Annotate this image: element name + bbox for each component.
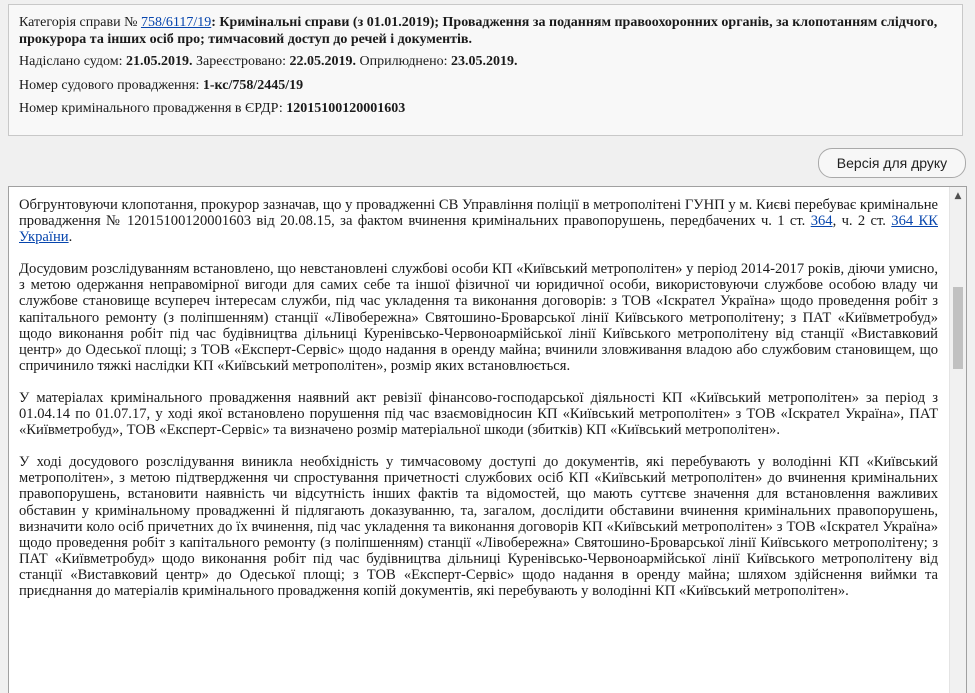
registered-label: Зареєстровано: — [192, 54, 290, 69]
vertical-scrollbar[interactable] — [949, 187, 966, 693]
paragraph-3: У матеріалах кримінального провадження наявний акт ревізії фінансово-господарської діяльності КП «Київський метрополітен» за період з 01.04.14 по 01.07.17, у ході якої встановлено порушення під час взаємовідносин КП «Київський метрополітен» з ТОВ «Іскрател Україна», ПАТ «Київметробуд», ТОВ «Експерт-Сервіс» та визначено розмір матеріальної шкоди (збитків) КП «Київський метрополітен». — [19, 389, 938, 439]
scroll-thumb[interactable] — [953, 287, 963, 369]
print-version-button[interactable]: Версія для друку — [818, 148, 966, 178]
paragraph-1 — [19, 197, 938, 245]
erdr-number: 12015100120001603 — [286, 101, 406, 116]
paragraph-1-mid: , ч. 2 ст. — [832, 213, 892, 230]
case-info-panel — [8, 4, 963, 136]
paragraph-2: Досудовим розслідуванням встановлено, що невстановлені службові особи КП «Київський метрополітен» у період 2014-2017 років, діючи умисно, з метою одержання неправомірної вигоди для самих себе та іншої фізичної чи юридичної особи, використовуючи службове особою владу чи службове становище всупереч інтересам служби, під час укладення та виконання договорів: з ТОВ «Іскрател Україна» щодо проведення робіт з капітального ремонту (з поліпшенням) станції «Лівобережна» Святошино-Броварської лінії Київського метрополітену; з ПАТ «Київметробуд» щодо виконання робіт під час будівництва дільниці Куренівсько-Червоноармійської лінії Київського метрополітену від станції «Виставковий центр» до Одеської площі; з ТОВ «Експерт-Сервіс» щодо надання в оренду майна; вчинили зловживання владою або службовим становищем, що спричинило тяжкі наслідки КП «Київський метрополітен», розмір яких встановлюється. — [19, 261, 938, 374]
criminal-code-link[interactable]: 364 КК України — [19, 213, 938, 246]
proceeding-label: Номер судового провадження: — [19, 78, 203, 93]
up-arrow-icon[interactable]: ▲ — [954, 191, 962, 201]
published-date: 23.05.2019. — [451, 54, 518, 69]
erdr-line — [19, 100, 952, 117]
category-label: Категорія справи № — [19, 15, 141, 30]
paragraph-4: У ході досудового розслідування виникла необхідність у тимчасовому доступі до документів, які перебувають у володінні КП «Київський метрополітен», з метою підтвердження чи спростування причетності службових осіб КП «Київський метрополітен» до вчинення кримінальних правопорушень, встановити наявність чи відсутність інших фактів та відомостей, що мають суттєве значення для встановлення важливих обставин у кримінальному провадженні й підлягають доказуванню, та, загалом, дослідити обставини вчинення кримінальних правопорушень, визначити коло осіб причетних до їх вчинення, під час укладення та виконання договорів КП «Київський метрополітен» з ТОВ «Іскрател Україна» щодо проведення робіт з капітального ремонту (з поліпшенням) станції «Лівобережна» Святошино-Броварської лінії Київського метрополітену; з ПАТ «Київметробуд» щодо виконання робіт під час будівництва дільниці Куренівсько-Червоноармійської лінії Київського метрополітену від станції «Виставковий центр» до Одеської площі; з ТОВ «Експерт-Сервіс» щодо надання в оренду майна; шляхом здійснення виймки та приєднання до матеріалів кримінального провадження копій документів, які перебувають у володінні КП «Київський метрополітен». — [19, 454, 938, 599]
category-value: : Кримінальні справи (з 01.01.2019); Провадження за поданням правоохоронних органів, за клопотанням слідчого, прокурора та інших осіб про; тимчасовий доступ до речей і документів. — [19, 15, 938, 47]
case-category-line — [19, 14, 952, 48]
dates-line — [19, 53, 952, 70]
article-364-link[interactable]: 364 — [810, 213, 833, 230]
registered-date: 22.05.2019. — [289, 54, 356, 69]
sent-label: Надіслано судом: — [19, 54, 126, 69]
paragraph-1-end: . — [68, 229, 73, 246]
document-text — [19, 197, 938, 615]
proceeding-number: 1-кс/758/2445/19 — [202, 78, 304, 93]
proceeding-line — [19, 77, 952, 94]
erdr-label: Номер кримінального провадження в ЄРДР: — [19, 101, 287, 116]
sent-date: 21.05.2019. — [126, 54, 193, 69]
document-frame[interactable] — [8, 186, 967, 693]
published-label: Оприлюднено: — [355, 54, 452, 69]
paragraph-1-text: Обгрунтовуючи клопотання, прокурор зазначав, що у провадженні СВ Управління поліції в метрополітені ГУНП у м. Києві перебуває кримінальне провадження № 12015100120001603 від 20.08.15, за фактом вчинення кримінальних правопорушень, передбачених ч. 1 ст. — [19, 197, 938, 230]
case-number-link[interactable]: 758/6117/19 — [140, 15, 212, 30]
